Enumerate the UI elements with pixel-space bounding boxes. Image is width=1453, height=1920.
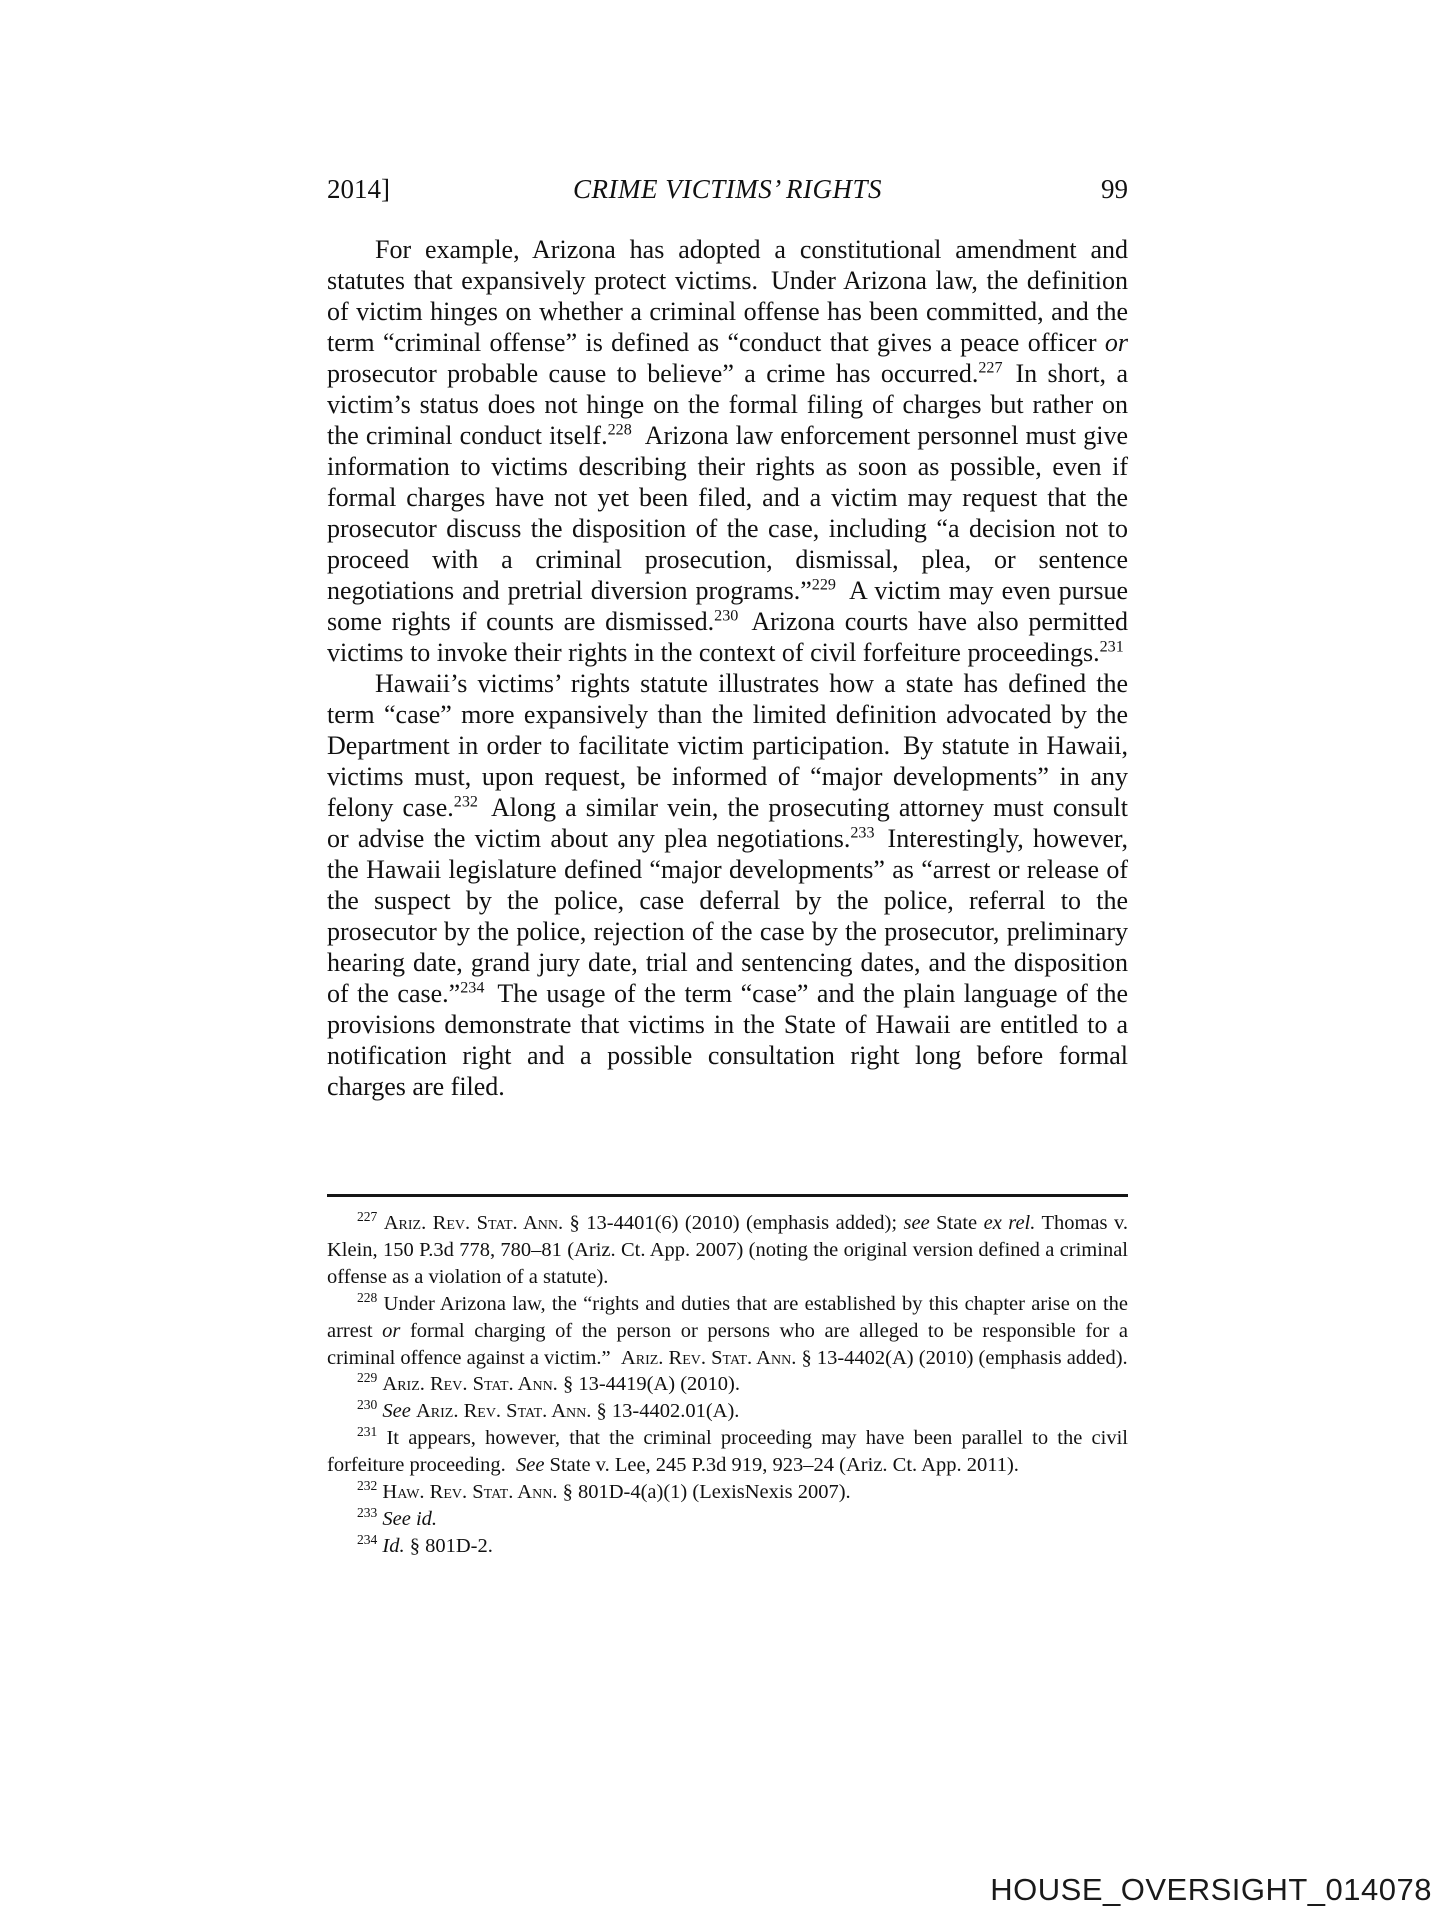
- bates-stamp: HOUSE_OVERSIGHT_014078: [990, 1872, 1432, 1907]
- body-paragraph-hawaii: Hawaii’s victims’ rights statute illustrates how a state has defined the term “case” more expansively than the limited definition advocated by the Department in order to facilitate victim participation. By statute in Hawaii, victims must, upon request, be informed of “major developments” in any felony case.$^{232}$ Along a similar vein, the prosecuting attorney must consult or advise the victim about any plea negotiations.$^{233}$ Interestingly, however, the Hawaii legislature defined “major developments” as “arrest or release of the suspect by the police, case deferral by the police, referral to the prosecutor by the police, rejection of the case by the prosecutor, preliminary hearing date, grand jury date, trial and sentencing dates, and the disposition of the case.”$^{234}$ The usage of the term “case” and the plain language of the provisions demonstrate that victims in the State of Hawaii are entitled to a notification right and a possible consultation right long before formal charges are filed.: [327, 669, 1129, 1101]
- footnote-231: $^{231}$ It appears, however, that the criminal proceeding may have been parallel to the civil forfeiture proceeding. See State v. Lee, 245 P.3d 919, 923–24 (Ariz. Ct. App. 2011).: [327, 1424, 1128, 1477]
- footnote-ref: 229: [811, 576, 836, 594]
- footnote-229: $^{229}$ Ariz. Rev. Stat. Ann. § 13-4419(A) (2010).: [357, 1370, 741, 1396]
- footnote-ref: 227: [978, 359, 1003, 377]
- footnotes-section: [327, 1210, 1128, 1560]
- footnote-ref: 230: [714, 607, 739, 625]
- footnote-ref: 230: [357, 1397, 378, 1413]
- footnote-ref: 234: [357, 1532, 378, 1548]
- footnote-ref: 228: [607, 421, 632, 439]
- footnote-ref: 229: [357, 1370, 378, 1386]
- footnote-230: $^{230}$ See Ariz. Rev. Stat. Ann. § 13-4402.01(A).: [357, 1397, 740, 1423]
- footnote-ref: 233: [850, 824, 875, 842]
- footnote-ref: 232: [453, 793, 478, 811]
- article-body: [327, 234, 1128, 1102]
- footnote-234: $^{234}$ Id. § 801D-2.: [357, 1532, 493, 1557]
- footnote-ref: 233: [357, 1505, 378, 1521]
- header-page-number: 99: [1101, 174, 1128, 204]
- footnote-233: $^{233}$ See id.: [357, 1505, 438, 1530]
- body-paragraph-arizona: For example, Arizona has adopted a constitutional amendment and statutes that expansively protect victims. Under Arizona law, the definition of victim hinges on whether a criminal offense has been committed, and the term “criminal offense” is defined as “conduct that gives a peace officer or prosecutor probable cause to believe” a crime has occurred.$^{227}$ In short, a victim’s status does not hinge on the formal filing of charges but rather on the criminal conduct itself.$^{228}$ Arizona law enforcement personnel must give information to victims describing their rights as soon as possible, even if formal charges have not yet been filed, and a victim may request that the prosecutor discuss the disposition of the case, including “a decision not to proceed with a criminal prosecution, dismissal, plea, or sentence negotiations and pretrial diversion programs.”$^{229}$ A victim may even pursue some rights if counts are dismissed.$^{230}$ Arizona courts have also permitted victims to invoke their rights in the context of civil forfeiture proceedings.$^{231}$: [327, 235, 1129, 667]
- page-header: [327, 174, 1128, 208]
- footnote-divider: [327, 1194, 1128, 1197]
- footnote-ref: 231: [1099, 638, 1124, 656]
- footnote-ref: 227: [357, 1209, 378, 1225]
- header-title: CRIME VICTIMS’ RIGHTS: [573, 174, 882, 204]
- footnote-228: $^{228}$ Under Arizona law, the “rights and duties that are established by this chapter arise on the arrest or formal charging of the person or persons who are alleged to be responsible for a criminal offence against a victim.” Ariz. Rev. Stat. Ann. § 13-4402(A) (2010) (emphasis added).: [327, 1289, 1128, 1369]
- footnote-227: $^{227}$ Ariz. Rev. Stat. Ann. § 13-4401(6) (2010) (emphasis added); see State ex rel. Thomas v. Klein, 150 P.3d 778, 780–81 (Ariz. Ct. App. 2007) (noting the original version defined a criminal offense as a violation of a statute).: [327, 1209, 1128, 1288]
- footnote-ref: 234: [460, 979, 485, 997]
- header-year: 2014]: [327, 174, 390, 204]
- footnote-ref: 228: [357, 1289, 378, 1305]
- footnote-232: $^{232}$ Haw. Rev. Stat. Ann. § 801D-4(a)(1) (LexisNexis 2007).: [357, 1478, 851, 1504]
- footnote-ref: 232: [357, 1478, 378, 1494]
- footnote-ref: 231: [357, 1424, 378, 1440]
